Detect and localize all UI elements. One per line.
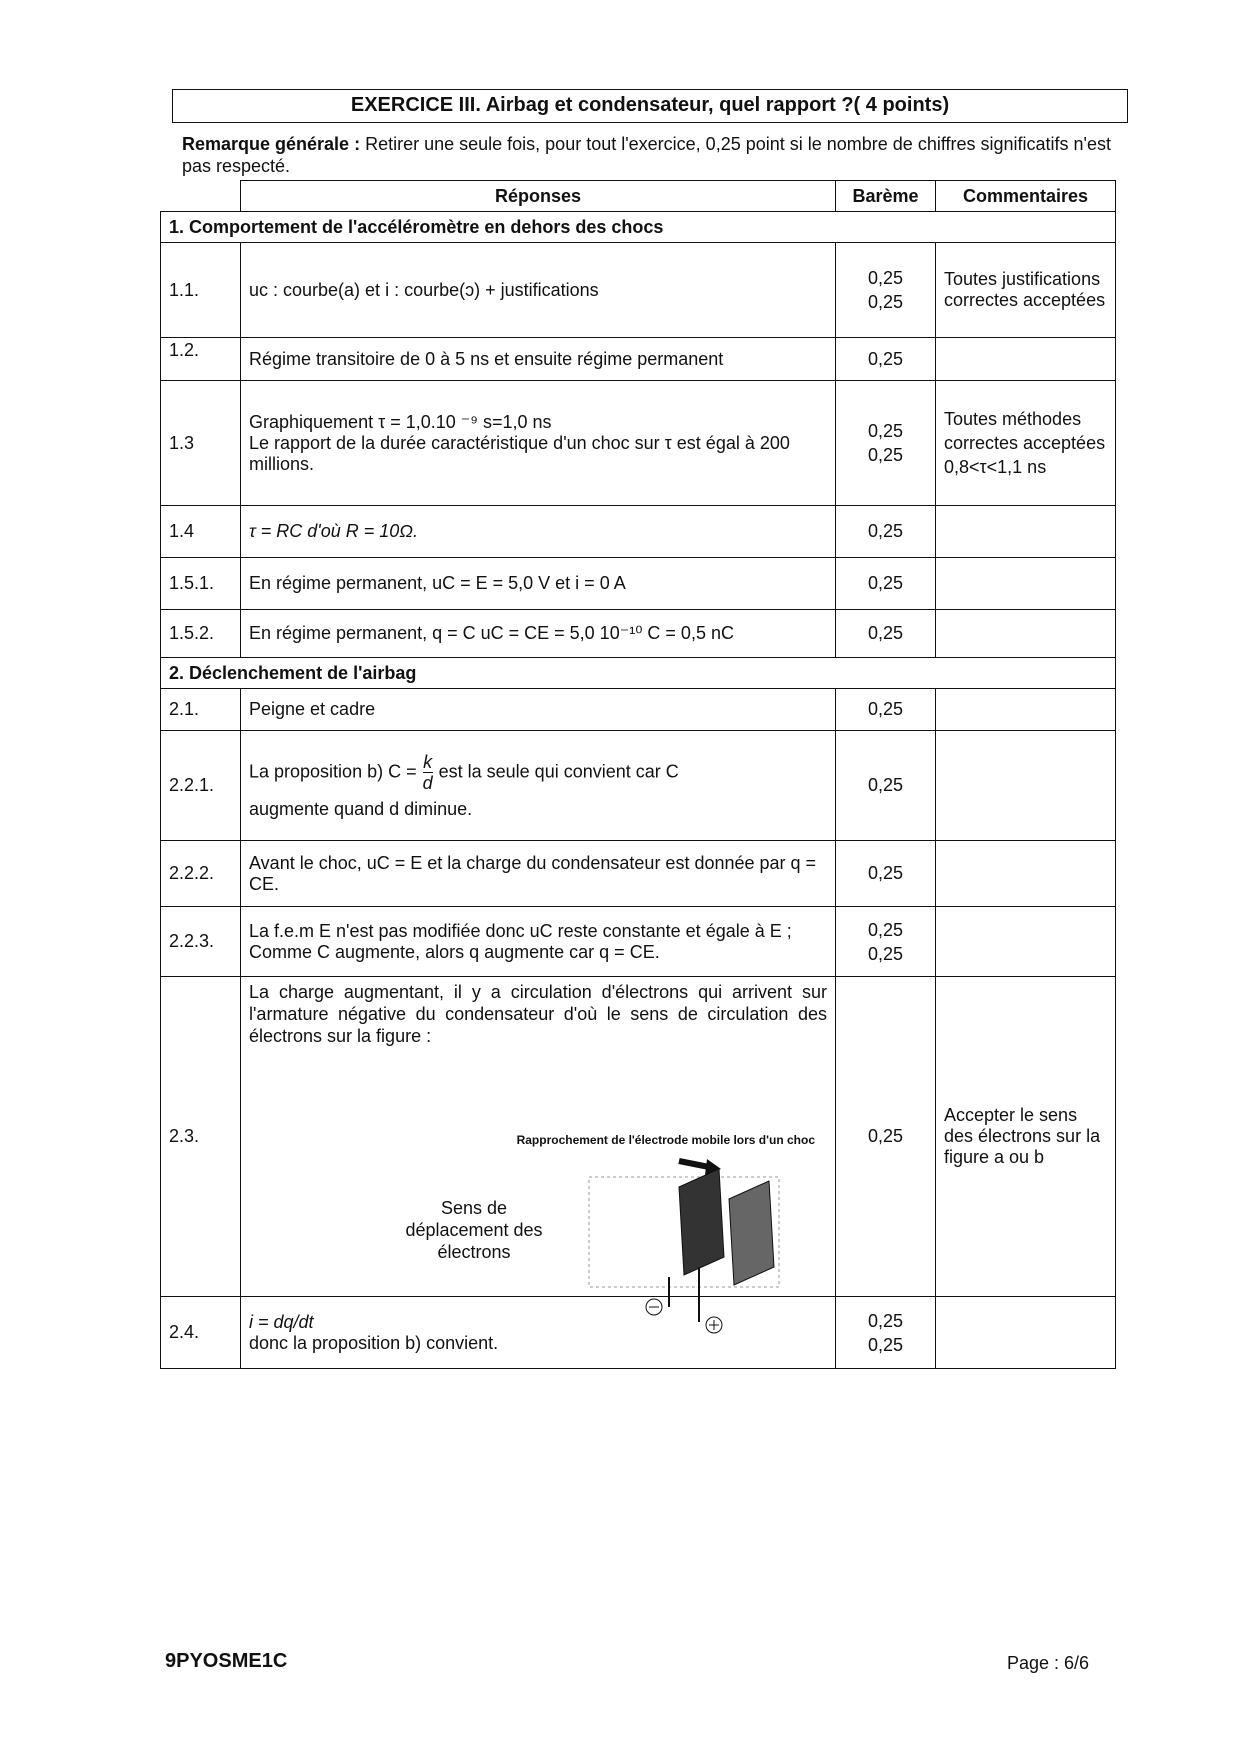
- answer-text: La proposition b) C =: [249, 760, 417, 781]
- points-value: 0,25: [867, 445, 904, 465]
- row-points: 0,25: [836, 338, 936, 381]
- points-value: 0,25: [867, 1334, 904, 1355]
- row-number: 1.3: [161, 381, 241, 506]
- header-bareme: Barème: [836, 181, 936, 212]
- points-value: 0,25: [867, 919, 904, 940]
- header-reponses: Réponses: [241, 181, 836, 212]
- points-value: 0,25: [867, 268, 904, 288]
- row-number: 2.2.1.: [161, 731, 241, 841]
- fraction-numerator: k: [423, 751, 433, 772]
- row-answer: [241, 977, 836, 1297]
- points-value: 0,25: [867, 292, 904, 312]
- answer-line: Graphiquement τ = 1,0.10 ⁻⁹ s=1,0 ns: [249, 411, 552, 432]
- row-comment: [936, 610, 1116, 658]
- row-answer: Peigne et cadre: [241, 689, 836, 731]
- row-answer: En régime permanent, q = C uC = CE = 5,0 10⁻¹⁰ C = 0,5 nC: [241, 610, 836, 658]
- row-answer: Avant le choc, uC = E et la charge du condensateur est donnée par q = CE.: [241, 841, 836, 907]
- section-1-title: 1. Comportement de l'accéléromètre en dehors des chocs: [161, 212, 1116, 243]
- row-answer: Régime transitoire de 0 à 5 ns et ensuite régime permanent: [241, 338, 836, 381]
- table-row: [161, 977, 1116, 1297]
- answer-text: La charge augmentant, il y a circulation d'électrons qui arrivent sur l'armature négative du condensateur d'où le sens de circulation des électrons sur la figure :: [249, 982, 827, 1046]
- table-header: [161, 181, 1116, 212]
- row-comment: [936, 907, 1116, 977]
- fixed-electrode: [729, 1181, 774, 1285]
- table-row: [161, 689, 1116, 731]
- answer-line: La f.e.m E n'est pas modifiée donc uC reste constante et égale à E ;: [249, 920, 792, 941]
- row-number: 1.4: [161, 506, 241, 558]
- grading-table: [160, 180, 1116, 1369]
- points-value: 0,25: [867, 1310, 904, 1331]
- row-comment: [936, 841, 1116, 907]
- mobile-electrode: [679, 1169, 724, 1275]
- table-row: [161, 558, 1116, 610]
- section-row: [161, 658, 1116, 689]
- electron-direction-label: Sens de déplacement des électrons: [405, 1198, 543, 1262]
- row-number: 1.5.2.: [161, 610, 241, 658]
- section-2-title: 2. Déclenchement de l'airbag: [161, 658, 1116, 689]
- table-row: [161, 381, 1116, 506]
- row-answer: uc : courbe(a) et i : courbe(ɔ) + justifications: [241, 243, 836, 338]
- row-points: 0,25: [836, 558, 936, 610]
- row-comment: [936, 1297, 1116, 1369]
- fraction-k-over-d: [423, 752, 433, 793]
- capacitor-diagram: [569, 1147, 829, 1347]
- capacitor-figure: [249, 1047, 827, 1277]
- row-points: 0,25: [836, 506, 936, 558]
- table-row: [161, 610, 1116, 658]
- fraction-denominator: d: [422, 772, 433, 793]
- row-comment: Accepter le sens des électrons sur la figure a ou b: [936, 977, 1116, 1297]
- table-row: [161, 841, 1116, 907]
- remark-label: Remarque générale :: [182, 134, 361, 154]
- exercise-title: EXERCICE III. Airbag et condensateur, quel rapport ?( 4 points): [172, 89, 1128, 123]
- table-row: [161, 506, 1116, 558]
- page-number: Page : 6/6: [1007, 1653, 1090, 1673]
- row-points: [836, 907, 936, 977]
- answer-line: [249, 752, 827, 793]
- row-number: 2.2.2.: [161, 841, 241, 907]
- row-comment: [936, 506, 1116, 558]
- row-points: 0,25: [836, 610, 936, 658]
- row-points: 0,25: [836, 841, 936, 907]
- table-row: [161, 338, 1116, 381]
- comment-text: Toutes méthodes correctes acceptées: [944, 409, 1106, 453]
- row-points: 0,25: [836, 977, 936, 1297]
- row-answer: τ = RC d'où R = 10Ω.: [241, 506, 836, 558]
- answer-line: augmente quand d diminue.: [249, 798, 473, 819]
- general-remark: [182, 133, 1112, 177]
- table-row: [161, 731, 1116, 841]
- row-points: [836, 381, 936, 506]
- row-number: 2.1.: [161, 689, 241, 731]
- row-number: 1.2.: [161, 338, 241, 381]
- row-number: 2.2.3.: [161, 907, 241, 977]
- points-value: 0,25: [867, 943, 904, 964]
- header-empty: [161, 181, 241, 212]
- table-row: [161, 243, 1116, 338]
- figure-caption: Rapprochement de l'électrode mobile lors d'un choc: [516, 1133, 815, 1147]
- header-commentaires: Commentaires: [936, 181, 1116, 212]
- row-comment: [936, 731, 1116, 841]
- row-number: 2.4.: [161, 1297, 241, 1369]
- document-code: 9PYOSME1C: [165, 1650, 288, 1672]
- remark-text: Retirer une seule fois, pour tout l'exercice, 0,25 point si le nombre de chiffres significatifs n'est pas respecté.: [182, 134, 1111, 176]
- row-points: 0,25: [836, 689, 936, 731]
- row-number: 2.3.: [161, 977, 241, 1297]
- comment-text: 0,8<τ<1,1 ns: [944, 457, 1047, 477]
- row-comment: [936, 381, 1116, 506]
- row-answer: En régime permanent, uC = E = 5,0 V et i = 0 A: [241, 558, 836, 610]
- row-comment: [936, 689, 1116, 731]
- table-row: [161, 907, 1116, 977]
- row-answer: [241, 731, 836, 841]
- answer-line: Le rapport de la durée caractéristique d'un choc sur τ est égal à 200 millions.: [249, 432, 790, 474]
- row-number: 1.5.1.: [161, 558, 241, 610]
- answer-line: donc la proposition b) convient.: [249, 1332, 499, 1353]
- row-comment: [936, 338, 1116, 381]
- approach-arrow: [679, 1161, 709, 1167]
- answer-line: Comme C augmente, alors q augmente car q = CE.: [249, 941, 660, 962]
- points-value: 0,25: [867, 421, 904, 441]
- answer-line: i = dq/dt: [249, 1311, 314, 1332]
- row-points: [836, 1297, 936, 1369]
- row-number: 1.1.: [161, 243, 241, 338]
- row-points: 0,25: [836, 731, 936, 841]
- answer-text: est la seule qui convient car C: [438, 760, 679, 781]
- row-comment: [936, 558, 1116, 610]
- row-comment: Toutes justifications correctes acceptées: [936, 243, 1116, 338]
- row-answer: [241, 381, 836, 506]
- row-answer: [241, 907, 836, 977]
- row-points: [836, 243, 936, 338]
- section-row: [161, 212, 1116, 243]
